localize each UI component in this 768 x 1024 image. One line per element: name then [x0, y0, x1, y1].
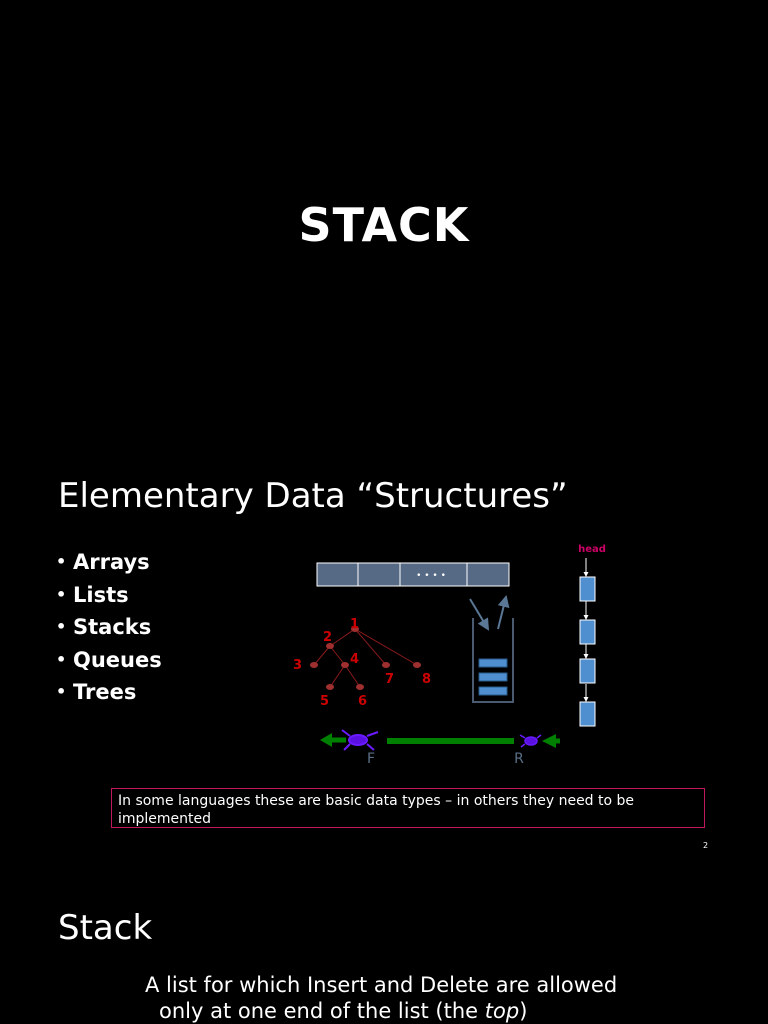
bullet-label: Stacks — [73, 615, 152, 639]
queue-front-figure-icon — [342, 730, 378, 750]
stack-description-line: A list for which Insert and Delete are allowed — [145, 973, 618, 997]
stack-description-emphasis: top — [484, 999, 520, 1023]
slide-title-stack-definition: Stack — [58, 908, 153, 948]
bullet-label: Trees — [73, 680, 137, 704]
tree-illustration — [293, 617, 431, 709]
list-node — [580, 659, 595, 683]
bullet-label: Arrays — [73, 550, 150, 574]
tree-node — [310, 662, 318, 668]
bullet-item-stacks — [56, 613, 162, 646]
tree-label: 7 — [385, 672, 395, 687]
array-ellipsis: • • • • — [416, 571, 446, 581]
stack-description-text: ) — [519, 999, 528, 1023]
list-node — [580, 702, 595, 726]
tree-label: 4 — [350, 652, 360, 667]
tree-node — [382, 662, 390, 668]
tree-node — [341, 662, 349, 668]
stack-item — [479, 673, 507, 681]
stack-item — [479, 687, 507, 695]
queue-illustration — [320, 730, 560, 767]
queue-front-label: F — [366, 751, 376, 767]
arrow-left-icon — [542, 734, 556, 748]
bullet-dot: • — [56, 682, 67, 701]
stack-illustration — [470, 597, 513, 702]
bullet-list — [56, 548, 162, 711]
arrow-left-icon — [320, 733, 332, 747]
tree-label: 5 — [320, 694, 330, 709]
stack-description-text: only at one end of the list (the — [159, 999, 485, 1023]
bullet-dot: • — [56, 649, 67, 669]
bullet-label: Lists — [73, 582, 129, 607]
array-illustration — [317, 563, 509, 586]
tree-node — [326, 684, 334, 690]
stack-description — [145, 972, 617, 1024]
data-structures-diagram — [290, 540, 610, 770]
slide-title-elementary-data-structures: Elementary Data “Structures” — [58, 476, 568, 516]
list-node — [580, 620, 595, 644]
stack-description-line — [145, 998, 617, 1024]
queue-rear-label: R — [514, 751, 524, 767]
tree-label: 6 — [358, 694, 368, 709]
page-number: 2 — [703, 841, 709, 850]
tree-label: 2 — [323, 630, 333, 645]
bullet-item-lists — [56, 581, 162, 614]
linked-list-illustration — [578, 544, 606, 726]
tree-node — [413, 662, 421, 668]
queue-rear-figure-icon — [520, 735, 541, 747]
bullet-dot: • — [56, 584, 67, 604]
tree-node — [356, 684, 364, 690]
bullet-item-trees — [56, 678, 162, 711]
bullet-label: Queues — [73, 647, 162, 672]
note-box: In some languages these are basic data types – in others they need to be implemented — [111, 788, 705, 828]
bullet-dot: • — [56, 552, 67, 571]
list-node — [580, 577, 595, 601]
bullet-dot: • — [56, 617, 67, 636]
slide-title-stack: STACK — [298, 198, 470, 252]
tree-label: 8 — [422, 672, 432, 687]
bullet-item-queues — [56, 646, 162, 679]
bullet-item-arrays — [56, 548, 162, 581]
stack-item — [479, 659, 507, 667]
tree-label: 1 — [350, 617, 360, 632]
linked-list-head-label: head — [578, 544, 606, 555]
tree-label: 3 — [293, 658, 303, 673]
